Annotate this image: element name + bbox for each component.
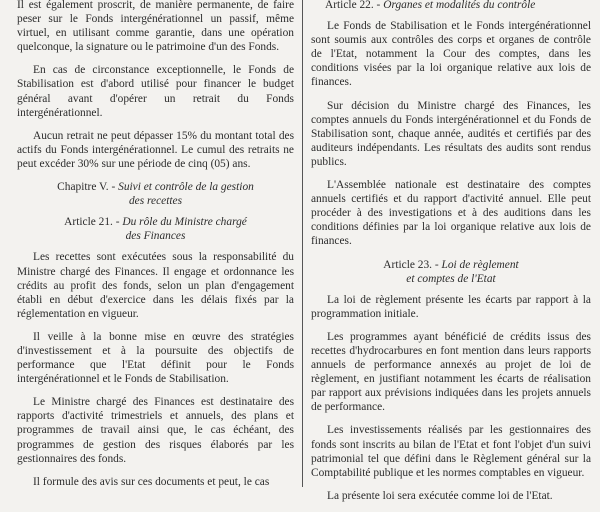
right-paragraph-4: La loi de règlement présente les écarts par rapport à la programmation initiale. xyxy=(311,293,591,320)
article-23-title-line2: et comptes de l'Etat xyxy=(406,272,496,285)
left-paragraph-4: Les recettes sont exécutées sous la responsabilité du Ministre chargé des Finances. Il engage et ordonnance les crédits au profit des fonds, selon un plan d'engagement établi en début d'exercice dans les délais fixés par la réglementation en vigueur. xyxy=(17,251,294,320)
chapter-5-title-line1: Suivi et contrôle de la gestion xyxy=(118,181,254,194)
article-22-title: Organes et modalités du contrôle xyxy=(383,0,536,11)
article-21-label: Article 21. - xyxy=(64,216,120,229)
left-paragraph-5: Il veille à la bonne mise en œuvre des stratégies d'investissement et à la poursuite des objectifs de performance que l'Etat définit pour le Fonds intergénérationnel et le Fonds de Stabilisation. xyxy=(17,330,294,386)
left-paragraph-2: En cas de circonstance exceptionnelle, le Fonds de Stabilisation est d'abord utilisé pour financer le budget général avant d'opérer un retrait du Fonds intergénérationnel. xyxy=(17,64,294,119)
column-divider xyxy=(302,0,303,487)
right-paragraph-6: Les investissements réalisés par les gestionnaires des fonds sont inscrits au bilan de l'Etat et font l'objet d'un suivi patrimonial tel que défini dans le Règlement général sur la Comptabilité publique et les normes comptables en vigueur. xyxy=(311,424,591,479)
article-21-heading xyxy=(17,215,294,243)
left-paragraph-1: Il est également proscrit, de manière permanente, de faire peser sur le Fonds intergénérationnel un passif, même virtuel, en utilisant comme garantie, dans une opération quelconque, la signature ou le patrimoine d'un des Fonds. xyxy=(17,0,294,54)
left-paragraph-6: Le Ministre chargé des Finances est destinataire des rapports d'activité trimestriels et annuels, des plans et programmes de travail ainsi que, le cas échéant, des programmes de gestion des risques élaborés par les gestionnaires des fonds. xyxy=(17,396,294,465)
left-paragraph-3: Aucun retrait ne peut dépasser 15% du montant total des actifs du Fonds intergénérationnel. Le cumul des retraits ne peut excéder 30% sur une période de cinq (05) ans. xyxy=(17,129,294,170)
left-column xyxy=(17,0,294,498)
article-23-title-line1: Loi de règlement xyxy=(441,258,519,271)
article-23-label: Article 23. - xyxy=(383,258,439,271)
right-paragraph-5: Les programmes ayant bénéficié de crédits issus des recettes d'hydrocarbures en font mention dans leurs rapports annuels de performance annexés au projet de loi de règlement, en justifiant notamment les écarts de réalisation par rapport aux prévisions indiquées dans les projets annuels de performance. xyxy=(311,330,591,414)
right-paragraph-3: L'Assemblée nationale est destinataire des comptes annuels certifiés et du rapport d'activité annuel. Elle peut procéder à des investigations et à des auditions dans les conditions définies par la loi organique relative aux lois de finances. xyxy=(311,179,591,248)
right-paragraph-2: Sur décision du Ministre chargé des Finances, les comptes annuels du Fonds intergénérationnel et du Fonds de Stabilisation sont, chaque année, audités et certifiés par des auditeurs indépendants. Les résultats des audits sont rendus publics. xyxy=(311,99,591,168)
article-22-label: Article 22. - xyxy=(325,0,381,11)
article-23-heading xyxy=(311,258,591,286)
right-paragraph-1: Le Fonds de Stabilisation et le Fonds intergénérationnel sont soumis aux contrôles des corps et organes de contrôle de l'Etat, notamment la Cour des comptes, dans les conditions visées par la loi organique relative aux lois de finances. xyxy=(311,20,591,89)
chapter-5-title-line2: des recettes xyxy=(128,195,183,208)
left-paragraph-7: Il formule des avis sur ces documents et peut, le cas xyxy=(33,475,270,488)
chapter-5-heading xyxy=(17,180,294,208)
article-21-title-line1: Du rôle du Ministre chargé xyxy=(122,216,247,229)
right-paragraph-7: La présente loi sera exécutée comme loi de l'Etat. xyxy=(327,489,553,502)
right-column xyxy=(311,0,591,512)
article-22-heading xyxy=(311,0,591,12)
article-21-title-line2: des Finances xyxy=(125,230,186,243)
chapter-5-label: Chapitre V. - xyxy=(57,181,116,194)
